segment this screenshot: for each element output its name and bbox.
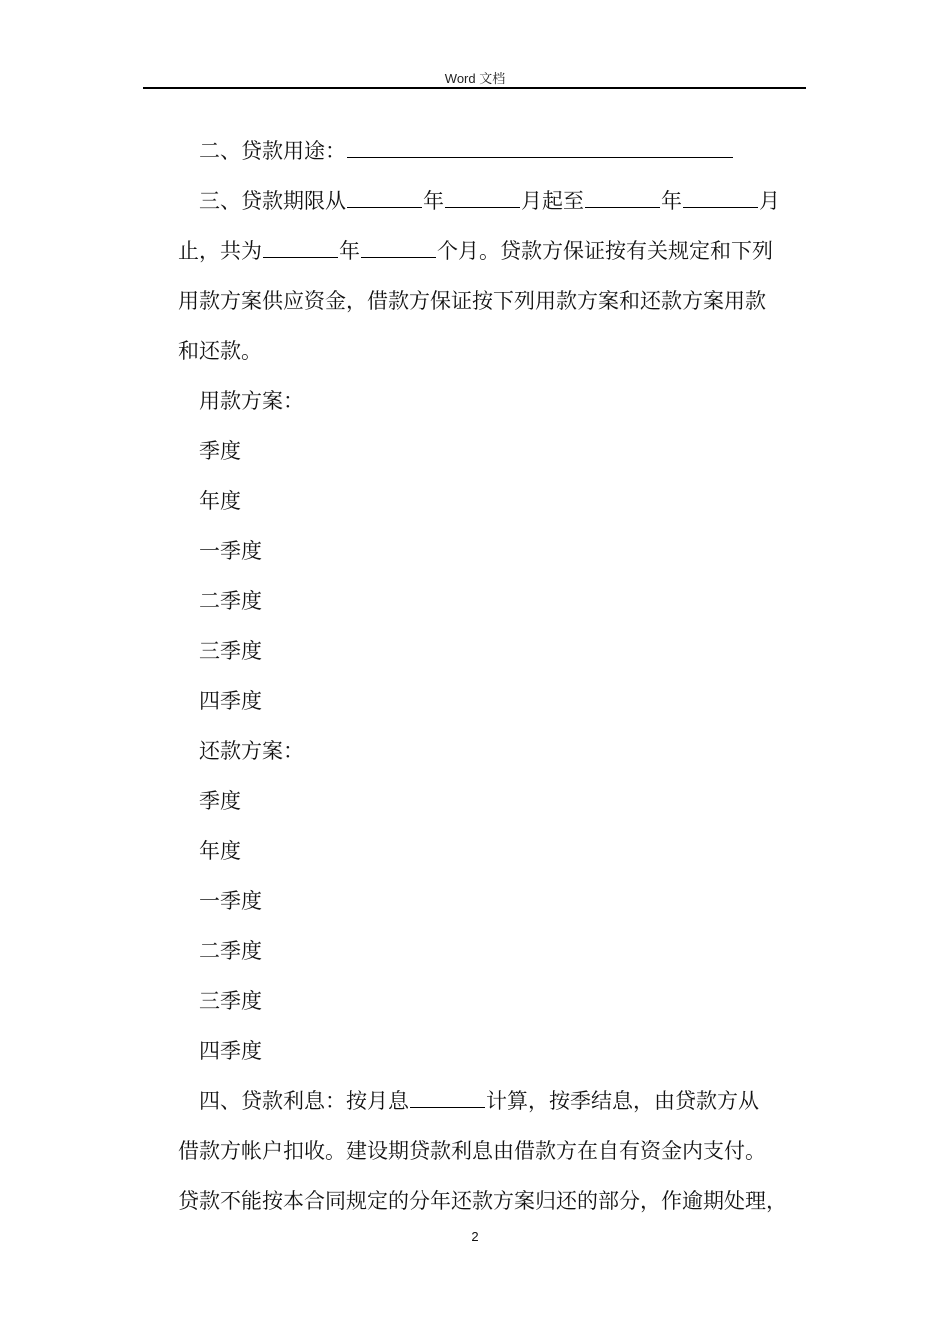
interest-text-b: 计算，按季结息，由贷款方从 [486, 1089, 759, 1113]
repay-plan-item: 一季度 [199, 889, 262, 913]
total-years-blank [263, 235, 338, 258]
loan-purpose-label: 二、贷款用途： [199, 139, 346, 163]
repay-plan-title: 还款方案： [199, 739, 304, 763]
loan-term-text-f: 止，共为 [178, 239, 262, 263]
loan-term-text-e: 月 [759, 189, 780, 213]
loan-term-line-3: 用款方案供应资金，借款方保证按下列用款方案和还款方案用款 [178, 289, 766, 313]
loan-term-text-h: 个月。贷款方保证按有关规定和下列 [437, 239, 773, 263]
interest-text-a: 四、贷款利息：按月息 [199, 1089, 409, 1113]
loan-term-line-1 [178, 176, 808, 226]
loan-term-text-g: 年 [339, 239, 360, 263]
document-body [178, 126, 808, 1226]
loan-term-text-a: 三、贷款期限从 [199, 189, 346, 213]
interest-line-3: 贷款不能按本合同规定的分年还款方案归还的部分，作逾期处理， [178, 1189, 787, 1213]
header-title: Word 文档 [444, 71, 506, 86]
loan-term-text-b: 年 [423, 189, 444, 213]
monthly-rate-blank [410, 1085, 485, 1108]
repay-plan-item: 季度 [199, 789, 241, 813]
use-plan-item: 三季度 [199, 639, 262, 663]
loan-term-line-2 [178, 226, 808, 276]
start-year-blank [347, 185, 422, 208]
loan-purpose-blank [347, 135, 733, 158]
use-plan-title: 用款方案： [199, 389, 304, 413]
use-plan-item: 四季度 [199, 689, 262, 713]
loan-term-text-d: 年 [661, 189, 682, 213]
use-plan-item: 年度 [199, 489, 241, 513]
page-number: 2 [471, 1229, 479, 1244]
end-month-blank [683, 185, 758, 208]
interest-line-1 [178, 1076, 808, 1126]
loan-term-text-c: 月起至 [521, 189, 584, 213]
interest-line-2: 借款方帐户扣收。建设期贷款利息由借款方在自有资金内支付。 [178, 1139, 766, 1163]
header-rule [143, 87, 806, 89]
loan-purpose-line [178, 126, 808, 176]
repay-plan-item: 三季度 [199, 989, 262, 1013]
use-plan-item: 一季度 [199, 539, 262, 563]
total-months-blank [361, 235, 436, 258]
start-month-blank [445, 185, 520, 208]
repay-plan-item: 年度 [199, 839, 241, 863]
use-plan-item: 二季度 [199, 589, 262, 613]
repay-plan-item: 二季度 [199, 939, 262, 963]
use-plan-item: 季度 [199, 439, 241, 463]
loan-term-line-4: 和还款。 [178, 339, 262, 363]
end-year-blank [585, 185, 660, 208]
repay-plan-item: 四季度 [199, 1039, 262, 1063]
